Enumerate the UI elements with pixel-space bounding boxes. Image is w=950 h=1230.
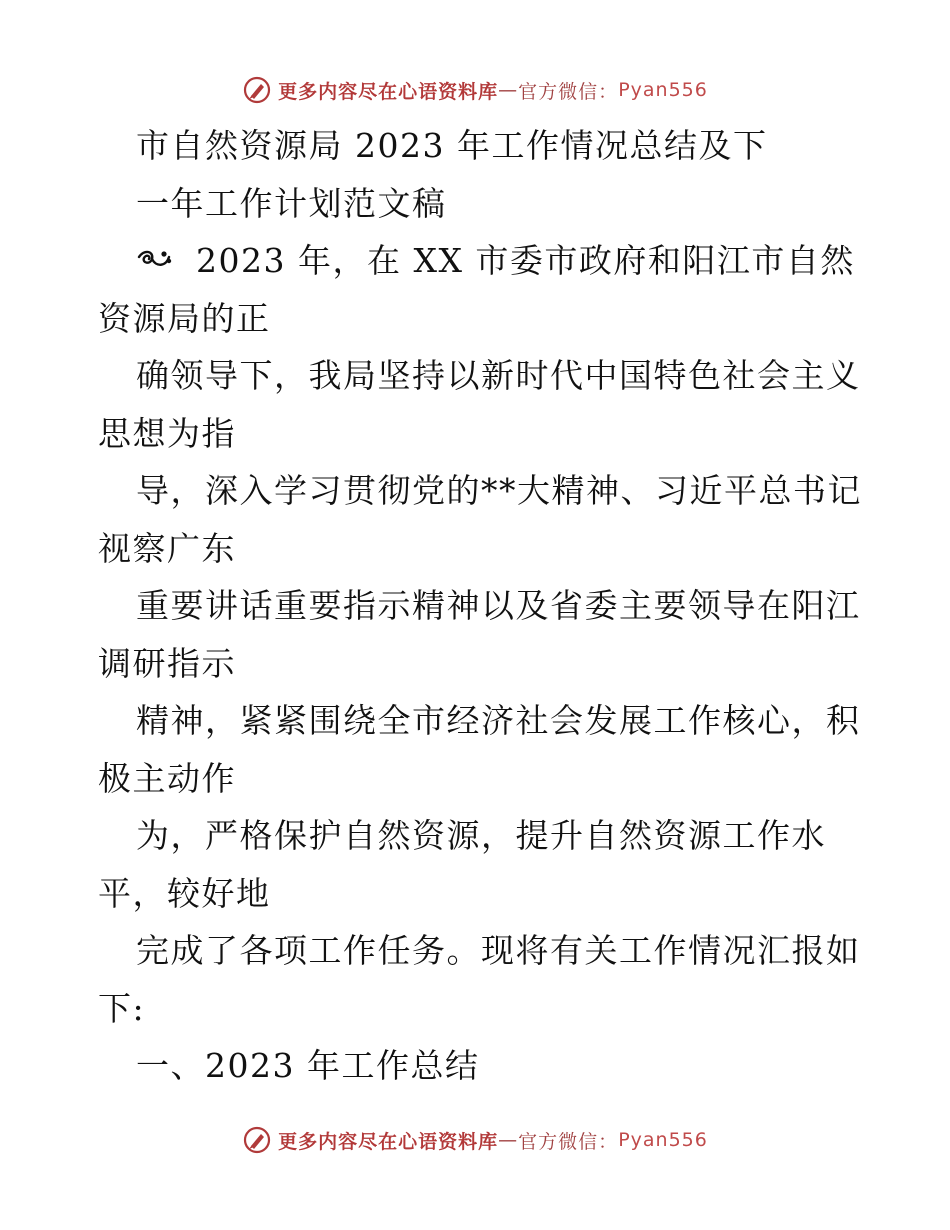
paragraph-line: 极主动作	[98, 758, 236, 798]
watermark-wechat-id: Pyan556	[618, 79, 708, 101]
paragraph-line: 平，较好地	[98, 873, 271, 913]
paragraph-line: 导，深入学习贯彻党的**大精神、习近平总书记	[136, 471, 862, 510]
document-body	[98, 117, 862, 1095]
paragraph-line: 调研指示	[98, 643, 236, 683]
watermark-sub-text: 官方微信：	[518, 80, 619, 103]
watermark-sub-text: 官方微信：	[518, 1130, 619, 1153]
footer-watermark	[0, 1120, 950, 1160]
paragraph-line: 为，严格保护自然资源，提升自然资源工作水	[136, 816, 826, 855]
decorative-swirl-icon	[136, 245, 172, 275]
paragraph-line: 下:	[98, 988, 146, 1028]
section-heading: 一、2023 年工作总结	[136, 1046, 480, 1085]
pen-circle-logo-icon	[242, 1125, 272, 1155]
document-title-line-1: 市自然资源局 2023 年工作情况总结及下	[136, 126, 768, 165]
paragraph-text: 2023 年，在 XX 市委市政府和阳江市自然	[184, 241, 855, 280]
paragraph-line: 精神，紧紧围绕全市经济社会发展工作核心，积	[136, 701, 861, 740]
paragraph-line: 重要讲话重要指示精神以及省委主要领导在阳江	[136, 586, 861, 625]
document-title-line-2: 一年工作计划范文稿	[136, 183, 447, 223]
watermark-main-text: 更多内容尽在心语资料库	[278, 80, 499, 103]
header-watermark	[0, 70, 950, 110]
paragraph-line: 确领导下，我局坚持以新时代中国特色社会主义	[136, 356, 861, 395]
watermark-dash: —	[498, 79, 519, 101]
watermark-dash: —	[498, 1129, 519, 1151]
paragraph-line: 思想为指	[98, 413, 236, 453]
watermark-wechat-id: Pyan556	[618, 1129, 708, 1151]
paragraph-line: 完成了各项工作任务。现将有关工作情况汇报如	[136, 931, 861, 970]
pen-circle-logo-icon	[242, 75, 272, 105]
paragraph-line: 视察广东	[98, 528, 236, 568]
paragraph-line: 资源局的正	[98, 298, 271, 338]
watermark-main-text: 更多内容尽在心语资料库	[278, 1130, 499, 1153]
paragraph-line	[98, 232, 858, 290]
